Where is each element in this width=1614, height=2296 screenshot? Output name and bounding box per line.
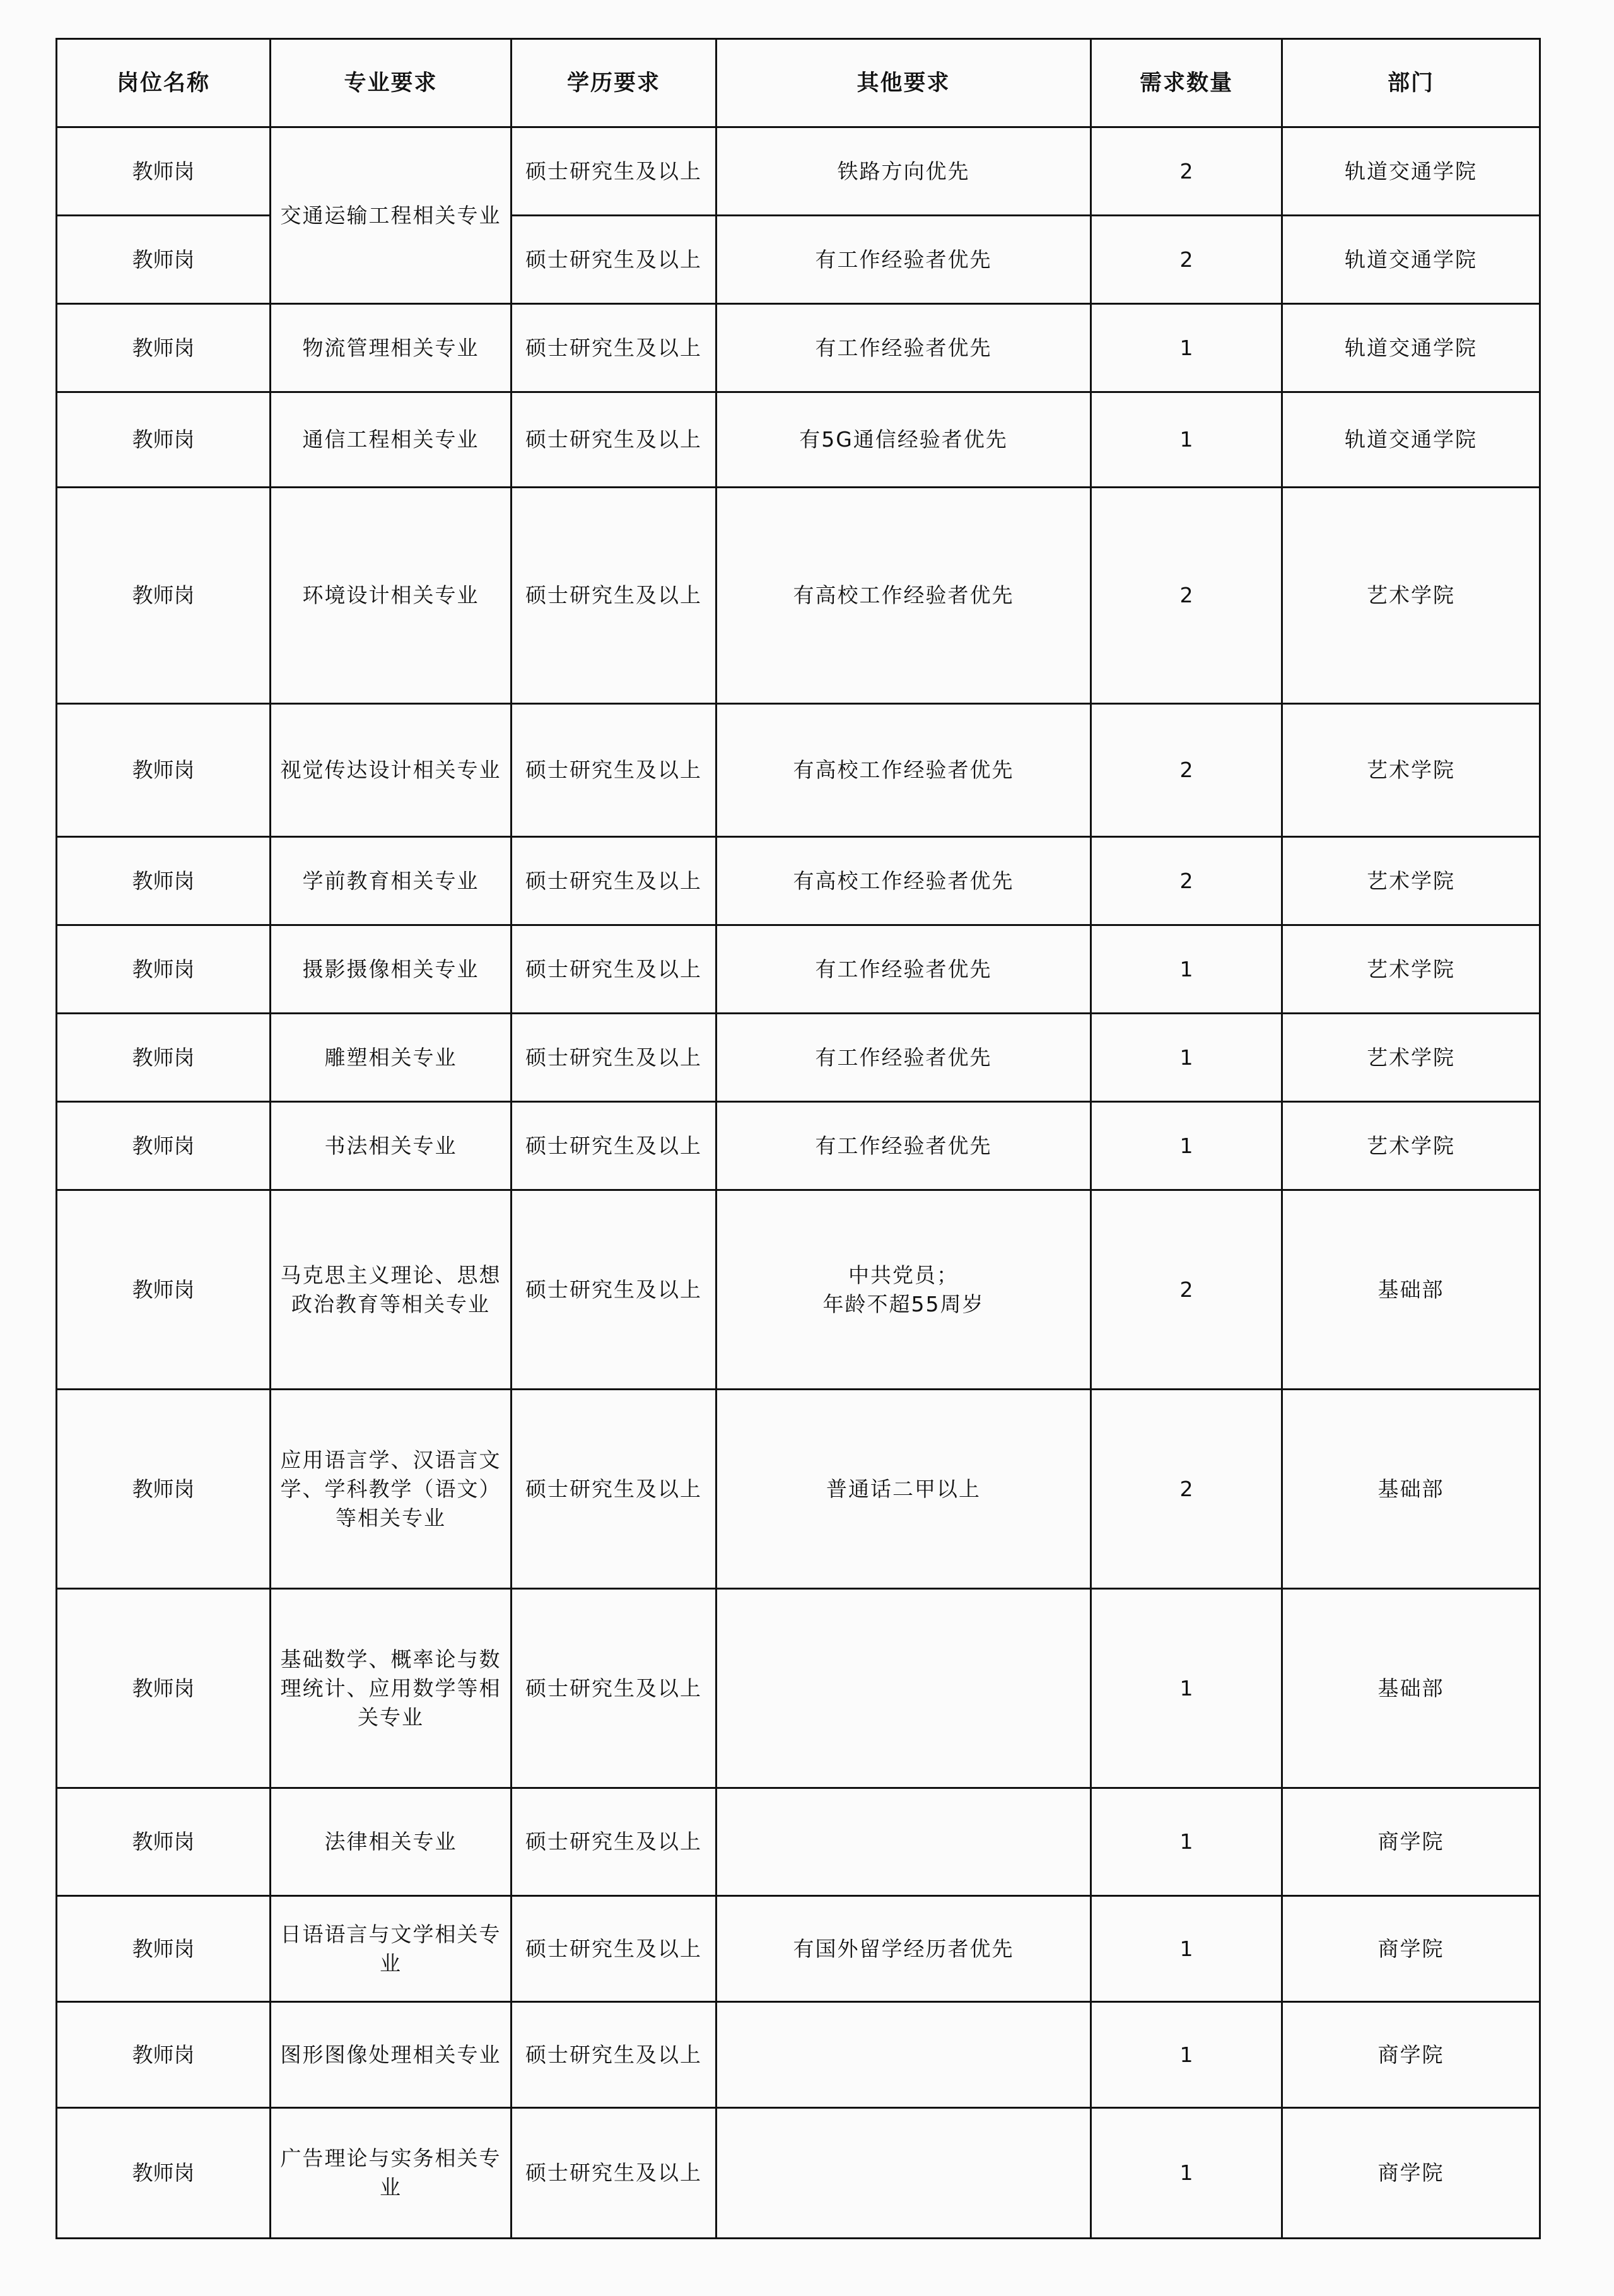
cell-education: 硕士研究生及以上	[512, 1589, 716, 1788]
cell-post: 教师岗	[57, 392, 271, 488]
header-department: 部门	[1282, 39, 1540, 127]
cell-major: 通信工程相关专业	[271, 392, 512, 488]
cell-major: 应用语言学、汉语言文学、学科教学（语文）等相关专业	[271, 1390, 512, 1589]
cell-department: 轨道交通学院	[1282, 127, 1540, 216]
cell-post: 教师岗	[57, 2002, 271, 2108]
cell-education: 硕士研究生及以上	[512, 837, 716, 925]
other-line: 年龄不超55周岁	[822, 1291, 985, 1316]
cell-major: 法律相关专业	[271, 1788, 512, 1896]
cell-major: 马克思主义理论、思想政治教育等相关专业	[271, 1190, 512, 1390]
cell-count: 1	[1091, 2108, 1282, 2239]
header-other: 其他要求	[716, 39, 1091, 127]
cell-other: 有工作经验者优先	[716, 925, 1091, 1014]
cell-post: 教师岗	[57, 1190, 271, 1390]
cell-count: 2	[1091, 488, 1282, 704]
cell-other: 有高校工作经验者优先	[716, 488, 1091, 704]
cell-department: 艺术学院	[1282, 925, 1540, 1014]
table-row	[57, 488, 1540, 704]
cell-other: 有工作经验者优先	[716, 1014, 1091, 1102]
table-row	[57, 1896, 1540, 2002]
cell-education: 硕士研究生及以上	[512, 2108, 716, 2239]
table-row	[57, 127, 1540, 216]
table-row	[57, 2002, 1540, 2108]
table-row	[57, 704, 1540, 837]
cell-department: 商学院	[1282, 2002, 1540, 2108]
cell-education: 硕士研究生及以上	[512, 304, 716, 392]
cell-other: 有5G通信经验者优先	[716, 392, 1091, 488]
cell-education: 硕士研究生及以上	[512, 925, 716, 1014]
cell-post: 教师岗	[57, 1390, 271, 1589]
cell-department: 轨道交通学院	[1282, 216, 1540, 304]
table-row	[57, 392, 1540, 488]
cell-department: 艺术学院	[1282, 1102, 1540, 1190]
cell-post: 教师岗	[57, 2108, 271, 2239]
cell-education: 硕士研究生及以上	[512, 2002, 716, 2108]
cell-education: 硕士研究生及以上	[512, 1102, 716, 1190]
cell-post: 教师岗	[57, 1014, 271, 1102]
cell-education: 硕士研究生及以上	[512, 1896, 716, 2002]
cell-other	[716, 1190, 1091, 1390]
cell-education: 硕士研究生及以上	[512, 127, 716, 216]
cell-count: 1	[1091, 1788, 1282, 1896]
cell-education: 硕士研究生及以上	[512, 704, 716, 837]
cell-education: 硕士研究生及以上	[512, 1014, 716, 1102]
cell-other: 有高校工作经验者优先	[716, 704, 1091, 837]
cell-major: 图形图像处理相关专业	[271, 2002, 512, 2108]
cell-education: 硕士研究生及以上	[512, 216, 716, 304]
cell-post: 教师岗	[57, 1896, 271, 2002]
cell-count: 2	[1091, 704, 1282, 837]
cell-major: 书法相关专业	[271, 1102, 512, 1190]
cell-department: 商学院	[1282, 1788, 1540, 1896]
cell-education: 硕士研究生及以上	[512, 488, 716, 704]
other-line: 中共党员；	[848, 1262, 959, 1287]
cell-education: 硕士研究生及以上	[512, 392, 716, 488]
cell-other	[716, 2108, 1091, 2239]
cell-education: 硕士研究生及以上	[512, 1788, 716, 1896]
cell-department: 艺术学院	[1282, 1014, 1540, 1102]
cell-other: 有工作经验者优先	[716, 216, 1091, 304]
cell-department: 轨道交通学院	[1282, 304, 1540, 392]
cell-department: 基础部	[1282, 1190, 1540, 1390]
cell-major: 视觉传达设计相关专业	[271, 704, 512, 837]
cell-post: 教师岗	[57, 704, 271, 837]
cell-major: 环境设计相关专业	[271, 488, 512, 704]
cell-major: 日语语言与文学相关专业	[271, 1896, 512, 2002]
cell-count: 1	[1091, 1102, 1282, 1190]
cell-major: 基础数学、概率论与数理统计、应用数学等相关专业	[271, 1589, 512, 1788]
cell-other	[716, 1788, 1091, 1896]
cell-post: 教师岗	[57, 127, 271, 216]
cell-post: 教师岗	[57, 837, 271, 925]
recruitment-table	[56, 38, 1541, 2239]
cell-post: 教师岗	[57, 1788, 271, 1896]
cell-major: 交通运输工程相关专业	[271, 127, 512, 304]
header-count: 需求数量	[1091, 39, 1282, 127]
table-row	[57, 1102, 1540, 1190]
cell-count: 1	[1091, 1589, 1282, 1788]
header-major: 专业要求	[271, 39, 512, 127]
header-row	[57, 39, 1540, 127]
cell-major: 雕塑相关专业	[271, 1014, 512, 1102]
table-row	[57, 1788, 1540, 1896]
cell-department: 基础部	[1282, 1390, 1540, 1589]
table-row	[57, 1014, 1540, 1102]
cell-count: 1	[1091, 1014, 1282, 1102]
cell-count: 1	[1091, 392, 1282, 488]
cell-count: 1	[1091, 304, 1282, 392]
cell-count: 1	[1091, 2002, 1282, 2108]
cell-post: 教师岗	[57, 1589, 271, 1788]
header-post: 岗位名称	[57, 39, 271, 127]
cell-post: 教师岗	[57, 304, 271, 392]
table-row	[57, 1390, 1540, 1589]
cell-other: 有国外留学经历者优先	[716, 1896, 1091, 2002]
cell-post: 教师岗	[57, 925, 271, 1014]
cell-education: 硕士研究生及以上	[512, 1190, 716, 1390]
cell-major: 广告理论与实务相关专业	[271, 2108, 512, 2239]
cell-major: 物流管理相关专业	[271, 304, 512, 392]
table-row	[57, 1190, 1540, 1390]
cell-count: 1	[1091, 925, 1282, 1014]
table-row	[57, 1589, 1540, 1788]
table-row	[57, 925, 1540, 1014]
cell-post: 教师岗	[57, 1102, 271, 1190]
table-row	[57, 2108, 1540, 2239]
cell-count: 2	[1091, 127, 1282, 216]
cell-department: 艺术学院	[1282, 488, 1540, 704]
cell-department: 基础部	[1282, 1589, 1540, 1788]
table-row	[57, 304, 1540, 392]
cell-education: 硕士研究生及以上	[512, 1390, 716, 1589]
cell-major: 摄影摄像相关专业	[271, 925, 512, 1014]
cell-count: 2	[1091, 1390, 1282, 1589]
cell-major: 学前教育相关专业	[271, 837, 512, 925]
cell-other: 普通话二甲以上	[716, 1390, 1091, 1589]
cell-other: 有高校工作经验者优先	[716, 837, 1091, 925]
cell-department: 艺术学院	[1282, 704, 1540, 837]
cell-post: 教师岗	[57, 488, 271, 704]
cell-department: 商学院	[1282, 1896, 1540, 2002]
cell-other	[716, 2002, 1091, 2108]
cell-department: 商学院	[1282, 2108, 1540, 2239]
cell-department: 艺术学院	[1282, 837, 1540, 925]
cell-count: 2	[1091, 837, 1282, 925]
table-row	[57, 837, 1540, 925]
header-education: 学历要求	[512, 39, 716, 127]
cell-other: 铁路方向优先	[716, 127, 1091, 216]
cell-other: 有工作经验者优先	[716, 1102, 1091, 1190]
cell-other	[716, 1589, 1091, 1788]
cell-count: 2	[1091, 216, 1282, 304]
cell-post: 教师岗	[57, 216, 271, 304]
cell-other: 有工作经验者优先	[716, 304, 1091, 392]
cell-count: 1	[1091, 1896, 1282, 2002]
cell-count: 2	[1091, 1190, 1282, 1390]
cell-department: 轨道交通学院	[1282, 392, 1540, 488]
